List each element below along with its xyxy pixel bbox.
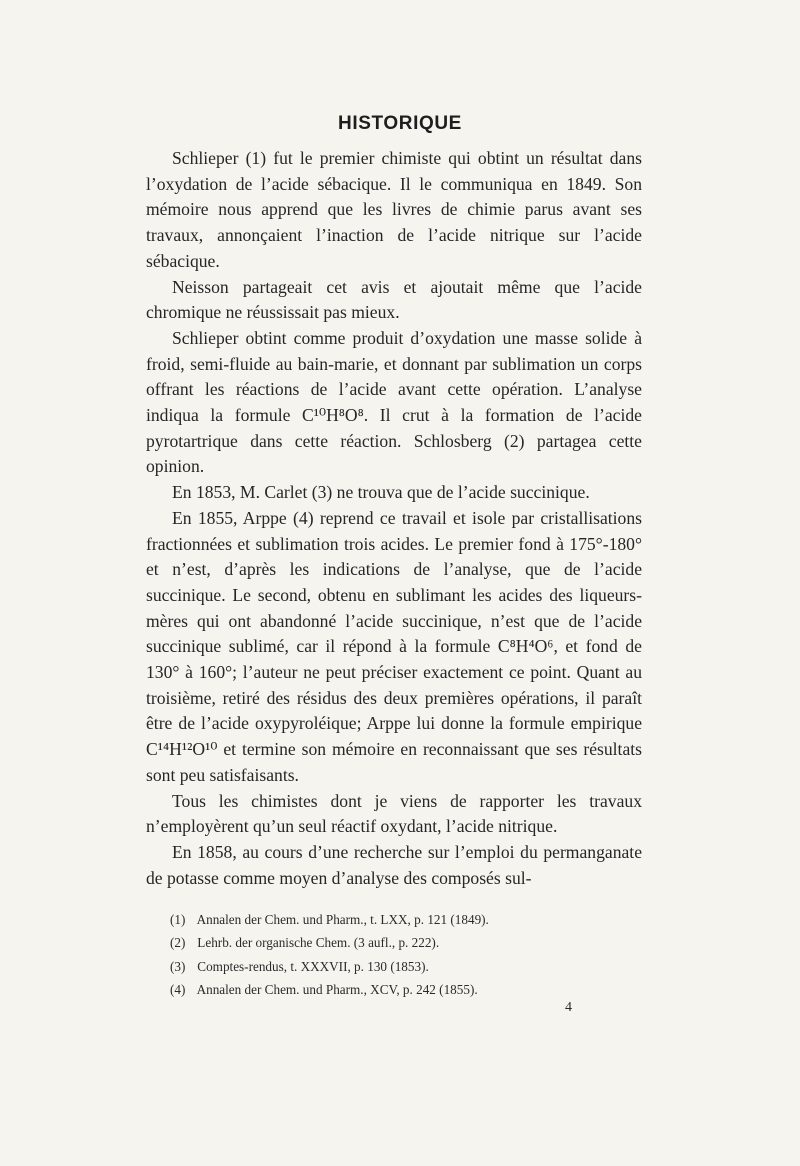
footnote-number: (4): [170, 981, 186, 997]
footnote-text: Comptes-rendus, t. XXXVII, p. 130 (1853).: [197, 958, 429, 974]
footnote-text: Lehrb. der organische Chem. (3 aufl., p. 222).: [197, 935, 440, 951]
paragraph: En 1858, au cours d’une recherche sur l’emploi du permanganate de potasse comme moyen d’analyse des composés sul-: [146, 841, 642, 888]
footnote: [170, 908, 640, 931]
paragraph: Schlieper obtint comme produit d’oxydation une masse solide à froid, semi-fluide au bain-marie, et donnant par sublimation un corps offrant les réactions de l’acide avant cette opération. L’analyse indiqua la formule C¹⁰H⁸O⁸. Il crut à la formation de l’acide pyrotartrique dans cette réaction. Schlosberg (2) partagea cette opinion.: [146, 327, 642, 477]
footnote-text: Annalen der Chem. und Pharm., XCV, p. 242 (1855).: [196, 981, 478, 997]
paragraph: Tous les chimistes dont je viens de rapporter les travaux n’employèrent qu’un seul réactif oxydant, l’acide nitrique.: [146, 790, 642, 837]
footnote: [170, 931, 640, 954]
footnote-number: (3): [170, 958, 186, 974]
footnotes: [170, 908, 640, 1001]
footnote-number: (2): [170, 935, 186, 951]
paragraph: Neisson partageait cet avis et ajoutait même que l’acide chromique ne réussissait pas mieux.: [146, 276, 642, 323]
footnote: [170, 978, 640, 1001]
paragraph: En 1853, M. Carlet (3) ne trouva que de l’acide succinique.: [172, 482, 590, 503]
page-number: 4: [565, 1000, 572, 1015]
body-text: [146, 146, 642, 891]
footnote-text: Annalen der Chem. und Pharm., t. LXX, p. 121 (1849).: [196, 912, 489, 927]
footnote-number: (1): [170, 912, 186, 927]
footnote: [170, 955, 640, 978]
paragraph: En 1855, Arppe (4) reprend ce travail et isole par cristallisations fractionnées et sublimation trois acides. Le premier fond à 175°-180° et n’est, d’après les indications de l’analyse, que de l’acide succinique. Le second, obtenu en sublimant les acides des liqueurs-mères qui ont abandonné l’acide succinique, n’est que de l’acide succinique sublimé, car il répond à la formule C⁸H⁴O⁶, et fond de 130° à 160°; l’auteur ne peut préciser exactement ce point. Quant au troisième, retiré des résidus des deux premières opérations, il paraît être de l’acide oxypyroléique; Arppe lui donne la formule empirique C¹⁴H¹²O¹⁰ et termine son mémoire en reconnaissant que ses résultats sont peu satisfaisants.: [146, 507, 642, 785]
paragraph: Schlieper (1) fut le premier chimiste qui obtint un résultat dans l’oxydation de l’acide sébacique. Il le communiqua en 1849. Son mémoire nous apprend que les livres de chimie parus avant ses travaux, annonçaient l’inaction de l’acide nitrique sur l’acide sébacique.: [146, 148, 642, 271]
page-title: HISTORIQUE: [338, 113, 462, 134]
